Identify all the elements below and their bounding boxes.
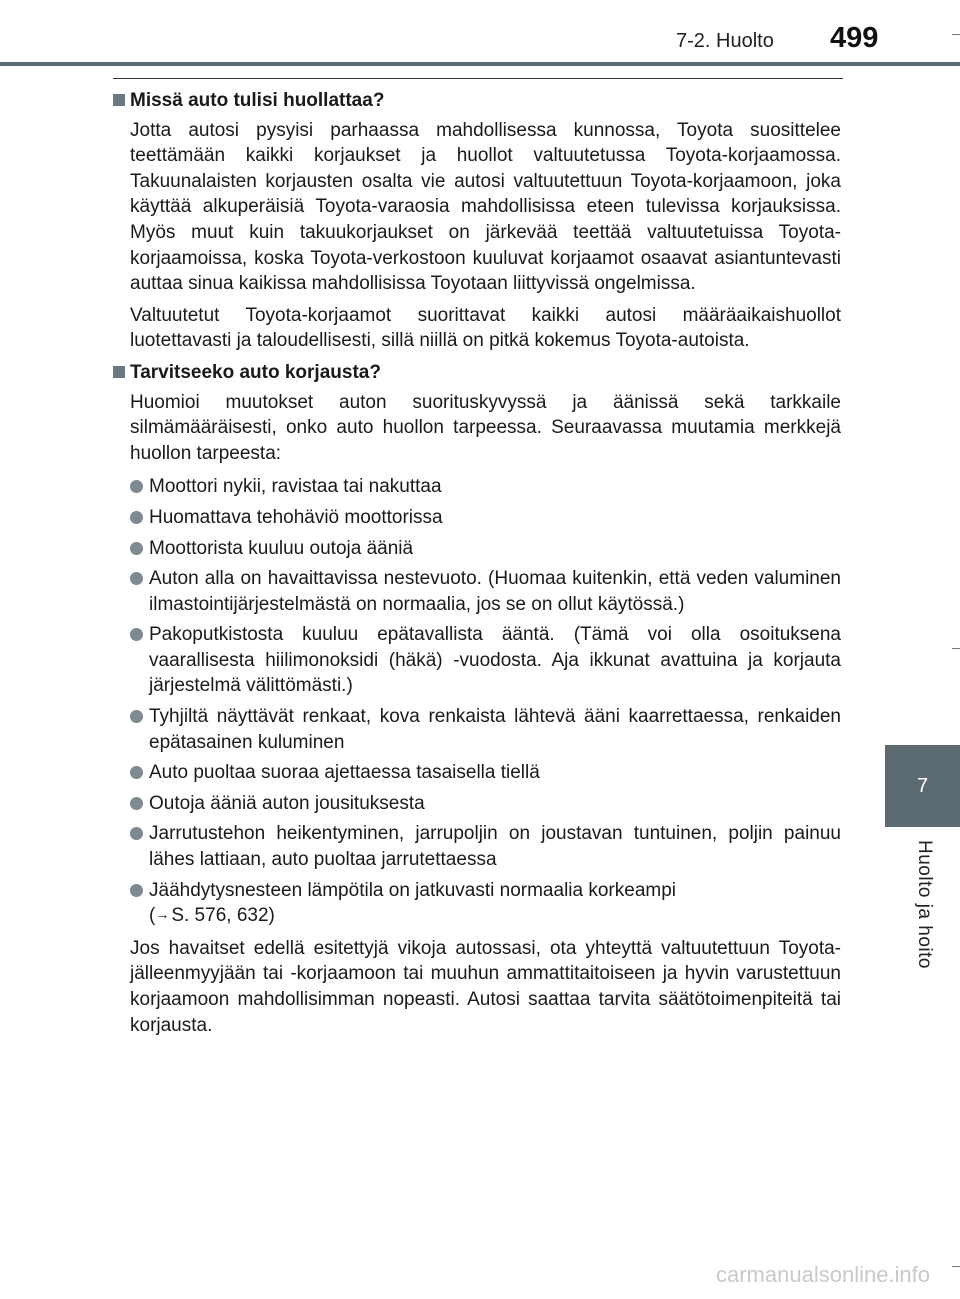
heading-text: Tarvitseeko auto korjausta? xyxy=(130,361,381,383)
list-item: Tyhjiltä näyttävät renkaat, kova renkaista lähtevä ääni kaarrettaessa, renkaiden epätasainen kuluminen xyxy=(130,704,841,755)
bullet-dot-icon xyxy=(130,710,143,723)
bullet-dot-icon xyxy=(130,766,143,779)
list-item: Moottorista kuuluu outoja ääniä xyxy=(130,536,841,562)
bullet-dot-icon xyxy=(130,628,143,641)
page-number: 499 xyxy=(830,22,879,54)
bullet-dot-icon xyxy=(130,542,143,555)
page-reference[interactable]: (→ S. 576, 632) xyxy=(149,905,275,927)
arrow-right-icon: → xyxy=(155,906,170,923)
chapter-title: Huolto ja hoito xyxy=(914,840,935,969)
closing-paragraph: Jos havaitset edellä esitettyjä vikoja autossasi, ota yhteyttä valtuutettuun Toyota-jälleenmyyjään tai -korjaamoon tai muuhun ammattitaitoiseen ja hyvin varustettuun korjaamoon mahdollisimman nopeasti. Autosi saattaa tarvita säätötoimenpiteitä tai korjausta. xyxy=(130,937,841,1036)
symptom-list xyxy=(130,474,841,930)
chapter-tab[interactable]: 7 xyxy=(885,745,960,827)
bullet-dot-icon xyxy=(130,572,143,585)
section-heading xyxy=(110,360,841,386)
page-header xyxy=(0,0,960,62)
list-item: Jarrutustehon heikentyminen, jarrupoljin on joustavan tuntuinen, poljin painuu lähes lattiaan, auto puoltaa jarrutettaessa xyxy=(130,821,841,872)
list-item: Moottori nykii, ravistaa tai nakuttaa xyxy=(130,474,841,500)
square-bullet-icon xyxy=(113,366,125,378)
bullet-dot-icon xyxy=(130,827,143,840)
list-item: Huomattava tehohäviö moottorissa xyxy=(130,505,841,531)
list-item: Outoja ääniä auton jousituksesta xyxy=(130,791,841,817)
watermark: carmanualsonline.info xyxy=(716,1262,931,1287)
bullet-dot-icon xyxy=(130,797,143,810)
header-bar xyxy=(0,62,960,66)
section-heading xyxy=(110,88,841,114)
square-bullet-icon xyxy=(113,94,125,106)
paragraph: Jotta autosi pysyisi parhaassa mahdollisessa kunnossa, Toyota suosittelee teettämään kaikki korjaukset ja huollot valtuutetussa Toyota-korjaamossa. Takuunalaisten korjausten osalta vie autosi valtuutettuun Toyota-korjaamoon, joka käyttää alkuperäisiä Toyota-varaosia mahdollisissa eteen tulevissa korjauksissa. Myös muut kuin takuukorjaukset on järkevää teettää valtuutetuissa Toyota-korjaamoissa, koska Toyota-verkostoon kuuluvat korjaamot osaavat asiantuntevasti auttaa sinua kaikissa mahdollisissa Toyotaan liittyvissä ongelmissa. xyxy=(130,119,841,295)
paragraph: Valtuutetut Toyota-korjaamot suorittavat kaikki autosi määräaikaishuollot luotettavasti ja taloudellisesti, sillä niillä on pitkä kokemus Toyota-autoista. xyxy=(130,304,841,352)
page-content xyxy=(110,88,841,1038)
paragraph: Huomioi muutokset auton suorituskyvyssä ja äänissä sekä tarkkaile silmämääräisesti, onko auto huollon tarpeessa. Seuraavassa muutamia merkkejä huollon tarpeesta: xyxy=(130,391,841,464)
bullet-dot-icon xyxy=(130,884,143,897)
list-item: Pakoputkistosta kuuluu epätavallista ääntä. (Tämä voi olla osoituksena vaarallisesta hiilimonoksidi (häkä) -vuodosta. Aja ikkunat avattuina ja korjauta järjestelmä välittömästi.) xyxy=(130,622,841,699)
edge-tick xyxy=(952,648,960,649)
list-item: Jäähdytysnesteen lämpötila on jatkuvasti normaalia korkeampi (→ S. 576, 632) xyxy=(130,878,841,930)
bullet-dot-icon xyxy=(130,511,143,524)
list-item: Auton alla on havaittavissa nestevuoto. (Huomaa kuitenkin, että veden valuminen ilmastointijärjestelmästä on normaalia, jos se on ollut käytössä.) xyxy=(130,566,841,617)
section-label: 7-2. Huolto xyxy=(676,30,774,52)
bullet-dot-icon xyxy=(130,480,143,493)
top-rule xyxy=(113,78,843,79)
edge-tick xyxy=(952,1266,960,1267)
heading-text: Missä auto tulisi huollattaa? xyxy=(130,90,385,111)
list-item: Auto puoltaa suoraa ajettaessa tasaisella tiellä xyxy=(130,760,841,786)
edge-tick xyxy=(952,34,960,35)
